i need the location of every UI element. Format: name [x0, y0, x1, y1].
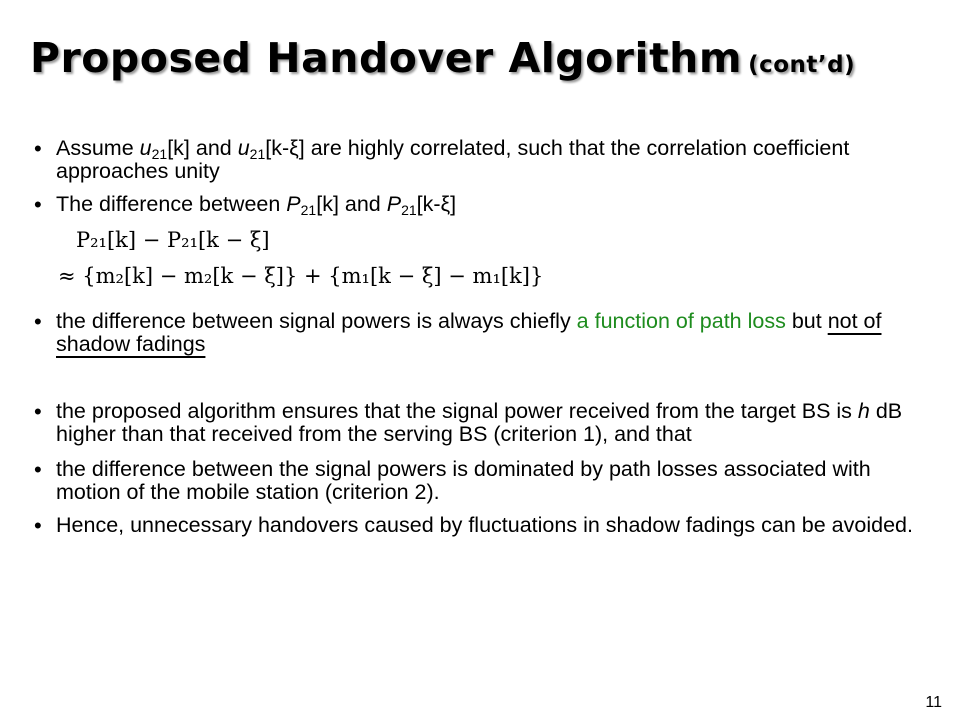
formula-line-1: P₂₁[k] − P₂₁[k − ξ] — [76, 228, 270, 252]
path-loss-highlight: a function of path loss — [576, 309, 786, 333]
page-number: 11 — [925, 694, 942, 711]
bullet-conclusion: • Hence, unnecessary handovers caused by fluctuations in shadow fadings can be avoided. — [34, 514, 939, 537]
shadow-fading-underline: not of shadow fadings — [56, 309, 882, 356]
bullet-criterion-2: • the difference between the signal powers is dominated by path losses associated with motion of the mobile station (criterion 2). — [34, 458, 939, 504]
bullet-path-loss: • the difference between signal powers is always chiefly a function of path loss but not of shadow fadings — [34, 310, 939, 356]
bullet-list — [34, 137, 939, 537]
slide-title — [30, 34, 855, 82]
formula-line-2: ≈ {m₂[k] − m₂[k − ξ]} + {m₁[k − ξ] − m₁[k]} — [58, 264, 544, 288]
bullet-correlation: • Assume $u_{21}[k]$ and $u_{21}[k-\xi]$ are highly correlated, such that the correlation coefficient approaches unity — [34, 137, 939, 183]
bullet-criterion-1: • the proposed algorithm ensures that the signal power received from the target BS is h dB higher than that received from the serving BS (criterion 1), and that — [34, 400, 939, 446]
bullet-difference: • The difference between $P_{21}[k]$ and $P_{21}[k-\xi]$ P₂₁[k] − P₂₁[k − ξ] ≈ {m₂[k] − m₂[k − ξ]} + {m₁[k − ξ] − m₁[k]} — [34, 193, 939, 294]
title-main: Proposed Handover Algorithm — [30, 34, 743, 82]
difference-formula — [58, 222, 939, 294]
title-suffix: (cont’d) — [748, 52, 856, 78]
